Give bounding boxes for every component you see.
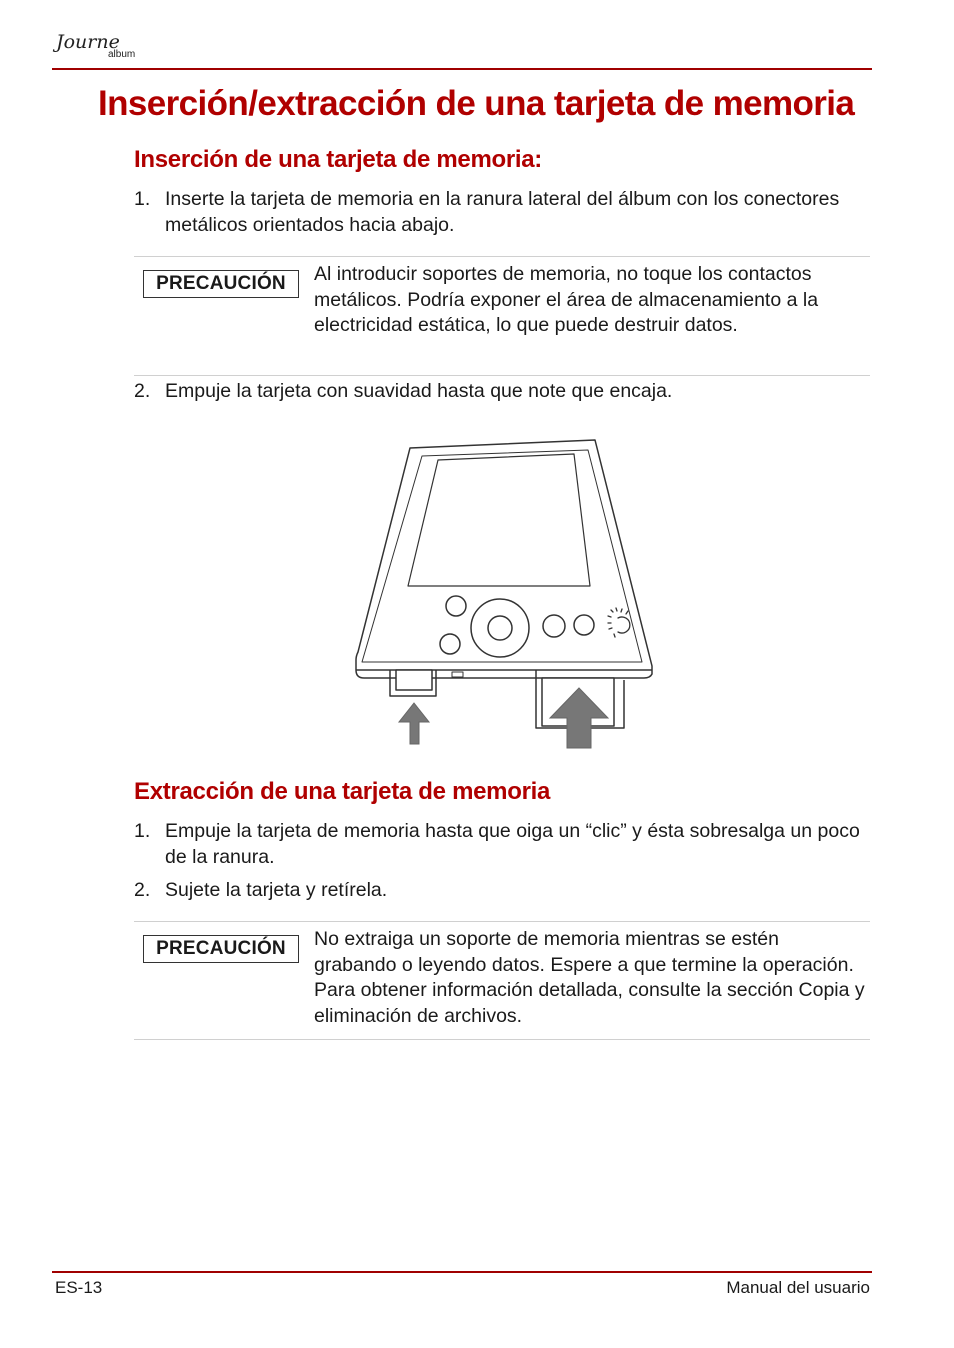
footer-rule — [52, 1271, 872, 1273]
removal-step-2 — [134, 877, 874, 903]
button-right-1 — [543, 615, 565, 637]
sd-card — [396, 670, 432, 690]
dpad-center — [488, 616, 512, 640]
caution-label: PRECAUCIÓN — [143, 270, 299, 298]
caution-label: PRECAUCIÓN — [143, 935, 299, 963]
logo-script-text: Journe — [56, 31, 120, 53]
arrow-small — [399, 703, 429, 744]
dpad-outer — [471, 599, 529, 657]
removal-caution-box — [134, 921, 870, 1040]
journe-album-logo — [52, 26, 162, 64]
step-text: Empuje la tarjeta con suavidad hasta que note que encaja. — [165, 380, 673, 402]
removal-heading: Extracción de una tarjeta de memoria — [134, 778, 551, 805]
insertion-step-2 — [134, 378, 874, 404]
removal-step-1 — [134, 818, 874, 870]
caution-text: No extraiga un soporte de memoria mientras se estén grabando o leyendo datos. Espere a que termine la operación. Para obtener información detallada, consulte la sección Copia y eliminación de archivos. — [314, 928, 865, 1027]
insertion-heading: Inserción de una tarjeta de memoria: — [134, 146, 542, 173]
insertion-step-1 — [134, 186, 874, 238]
insertion-caution-box — [134, 256, 870, 376]
device-screen — [408, 454, 590, 586]
led-indicator — [452, 672, 463, 677]
device-bezel — [362, 450, 642, 662]
manual-title: Manual del usuario — [726, 1278, 870, 1297]
page-number: ES-13 — [55, 1278, 103, 1297]
logo-word-text: album — [108, 49, 136, 60]
step-number: 1. — [134, 188, 151, 210]
step-number: 2. — [134, 380, 151, 402]
header-rule — [52, 68, 872, 70]
step-number: 2. — [134, 879, 151, 901]
step-text: Inserte la tarjeta de memoria en la ranura lateral del álbum con los conectores metálicos orientados hacia abajo. — [165, 188, 840, 236]
button-right-2 — [574, 615, 594, 635]
device-body — [356, 440, 652, 678]
memory-card-insertion-illustration — [350, 438, 660, 754]
speaker-grille — [608, 608, 630, 637]
step-text: Empuje la tarjeta de memoria hasta que oiga un “clic” y ésta sobresalga un poco de la ranura. — [165, 820, 860, 868]
caution-text: Al introducir soportes de memoria, no toque los contactos metálicos. Podría exponer el área de almacenamiento a la electricidad estática, lo que puede destruir datos. — [314, 263, 819, 336]
step-number: 1. — [134, 820, 151, 842]
button-top-left — [446, 596, 466, 616]
step-text: Sujete la tarjeta y retírela. — [165, 879, 388, 901]
button-bottom-left — [440, 634, 460, 654]
page-title: Inserción/extracción de una tarjeta de memoria — [98, 84, 855, 123]
